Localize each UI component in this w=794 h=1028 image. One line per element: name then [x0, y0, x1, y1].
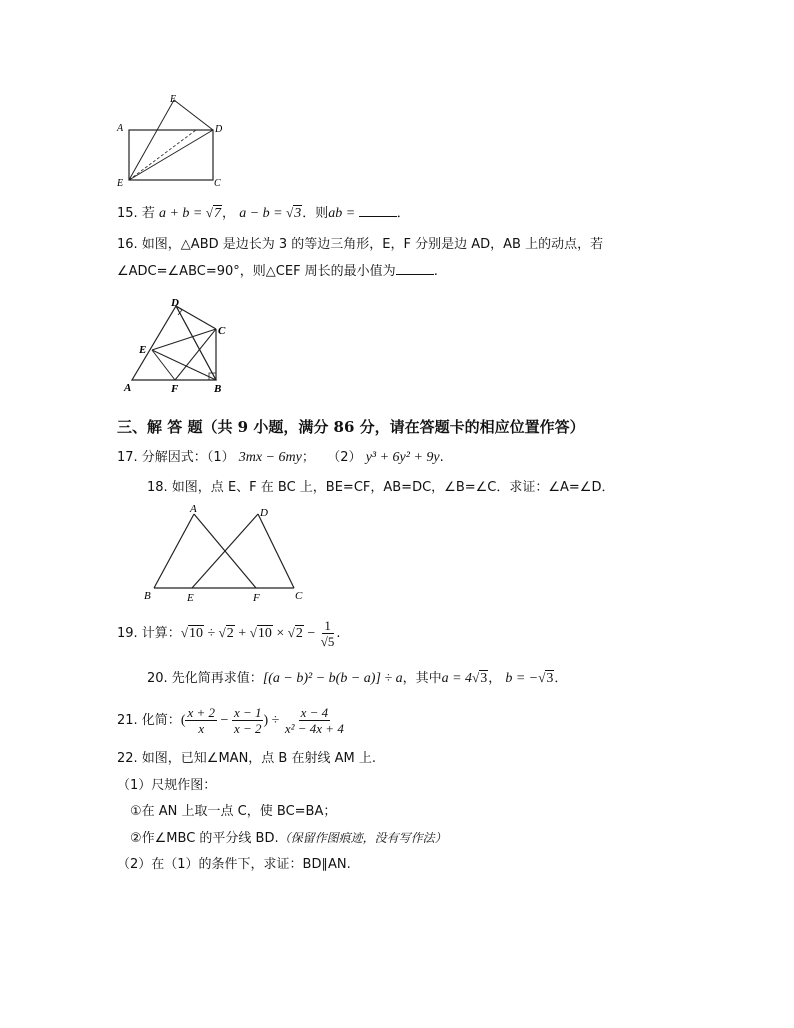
label-e: E: [187, 592, 194, 604]
question-17: 17. 分解因式：（1） 3mx − 6my； （2） y³ + 6y² + 9y.: [117, 450, 444, 465]
answer-blank-15: [359, 204, 397, 217]
label-d: D: [215, 124, 223, 135]
question-18: 18. 如图，点 E、F 在 BC 上，BE=CF，AB=DC，∠B=∠C．求证：∠A=∠D．: [147, 480, 615, 495]
label-e-top: E: [170, 94, 177, 105]
question-20: 20. 先化简再求值：[(a − b)² − b(b − a)] ÷ a，其中a = 4√3， b = −√3．: [147, 670, 568, 686]
label-c: C: [214, 178, 221, 188]
section-3-heading: 三、解 答 题（共 9 小题，满分 86 分，请在答题卡的相应位置作答）: [117, 418, 585, 436]
question-21: 21. 化简：( $\frac{x + 2}{x}$ − $\frac{x - 1}{x - 2}$ ) ÷ $\frac{x - 4}{\text{x² − 4x + 4}}$: [117, 705, 344, 736]
label-d: D: [260, 507, 268, 519]
question-16-line2: ∠ADC=∠ABC=90°，则△CEF 周长的最小值为 .: [117, 264, 438, 279]
label-e: E: [139, 344, 147, 356]
question-22-line1: 22. 如图，已知∠MAN，点 B 在射线 AM 上.: [117, 751, 376, 766]
rectangle-triangle-figure: [112, 92, 232, 188]
label-f: F: [171, 383, 179, 395]
question-22-line4: ②作∠MBC 的平分线 BD.（保留作图痕迹，没有写作法）: [130, 831, 447, 846]
label-c: C: [295, 590, 303, 602]
figure-18: [140, 502, 310, 604]
question-22-line3: ①在 AN 上取一点 C，使 BC=BA；: [130, 804, 337, 819]
label-b: B: [144, 590, 151, 602]
question-22-line2: （1）尺规作图：: [117, 778, 217, 793]
label-d: D: [171, 297, 179, 309]
answer-blank-16: [396, 262, 434, 275]
label-b: B: [214, 383, 222, 395]
label-a: A: [124, 382, 132, 394]
label-b: E: [117, 178, 124, 188]
question-22-line5: （2）在（1）的条件下，求证：BD∥AN.: [117, 857, 351, 872]
figure-16: [120, 296, 230, 396]
label-f: F: [253, 592, 260, 604]
label-a: A: [117, 123, 124, 134]
question-16-line1: 16. 如图，△ABD 是边长为 3 的等边三角形，E，F 分别是边 AD，AB 上的动点，若: [117, 237, 604, 252]
label-a: A: [190, 503, 197, 515]
label-c: C: [218, 325, 226, 337]
question-15: 15. 若 a + b = √7， a − b = √3．则ab = ．: [117, 205, 410, 221]
question-19: 19. 计算：√10 ÷ √2 + √10 × √2 − $\frac{1}{√5}$ .: [117, 618, 341, 649]
